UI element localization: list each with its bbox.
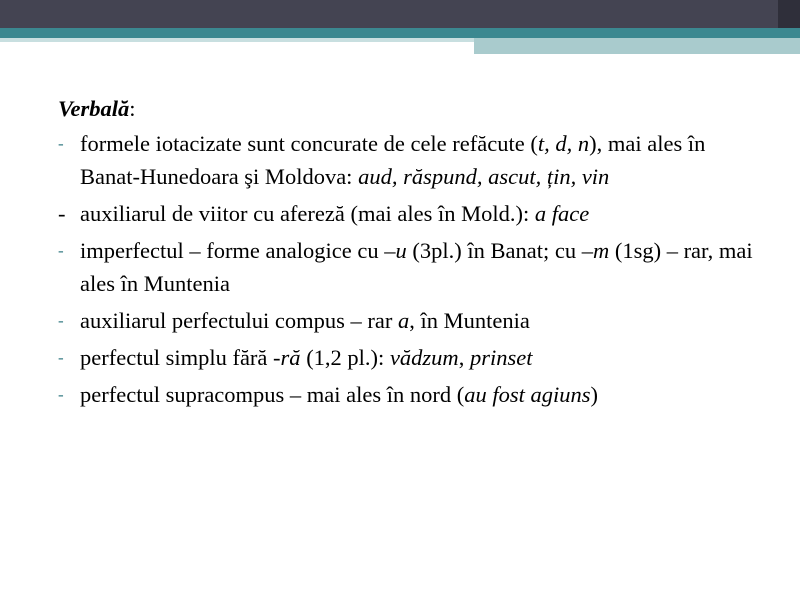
top-decor-band <box>0 0 800 28</box>
item-italic: aud, răspund, ascut, țin, vin <box>358 164 610 189</box>
item-italic: a <box>398 308 410 333</box>
item-italic: prinset <box>469 345 533 370</box>
heading-label: Verbală <box>58 96 130 121</box>
item-text: imperfectul – forme analogice cu <box>80 238 385 263</box>
item-text: auxiliarul perfectului compus – rar <box>80 308 399 333</box>
item-text: , în Muntenia <box>409 308 530 333</box>
item-text: (1sg) – rar, mai ales în Muntenia <box>80 238 753 296</box>
item-italic: a face <box>534 201 590 226</box>
bullet-dash-icon: - <box>58 311 64 330</box>
slide-heading <box>58 92 758 125</box>
item-text: perfectul supracompus – mai ales în nord ( <box>80 382 465 407</box>
item-italic: t, d, n <box>537 131 590 156</box>
item-text: formele iotacizate sunt concurate de cele refăcute ( <box>80 131 538 156</box>
item-text: auxiliarul de viitor cu afereză (mai ales în Mold.): <box>80 201 535 226</box>
list-item-auxiliar-viitor <box>58 197 758 230</box>
slide-body <box>58 92 758 415</box>
item-italic: –u <box>384 238 407 263</box>
item-text: perfectul simplu fără - <box>80 345 281 370</box>
item-text: (3pl.) în Banat; cu <box>406 238 582 263</box>
teal-decor-line <box>0 28 800 38</box>
bullet-dash-icon: - <box>58 385 64 404</box>
bullet-dash-icon: - <box>58 134 64 153</box>
heading-colon: : <box>129 96 136 121</box>
top-decor-dark-end <box>778 0 800 28</box>
list-item-supracompus <box>58 378 758 411</box>
item-italic: au fost agiuns <box>464 382 591 407</box>
light-decor-block <box>474 38 800 54</box>
light-decor-line <box>0 38 474 42</box>
bullet-dash-icon: - <box>58 201 66 226</box>
bullet-list <box>58 127 758 411</box>
item-italic: –m <box>581 238 610 263</box>
item-text: ) <box>590 382 599 407</box>
list-item-imperfectul <box>58 234 758 300</box>
item-text: (1,2 pl.): <box>300 345 390 370</box>
list-item-perfect-compus <box>58 304 758 337</box>
item-italic: ră <box>280 345 301 370</box>
list-item-iotacizate <box>58 127 758 193</box>
list-item-perfect-simplu <box>58 341 758 374</box>
item-italic: vădzum <box>389 345 459 370</box>
bullet-dash-icon: - <box>58 348 64 367</box>
bullet-dash-icon: - <box>58 241 64 260</box>
item-text: , <box>458 345 470 370</box>
item-text: ), mai ales în Banat-Hunedoara şi Moldova: <box>80 131 706 189</box>
